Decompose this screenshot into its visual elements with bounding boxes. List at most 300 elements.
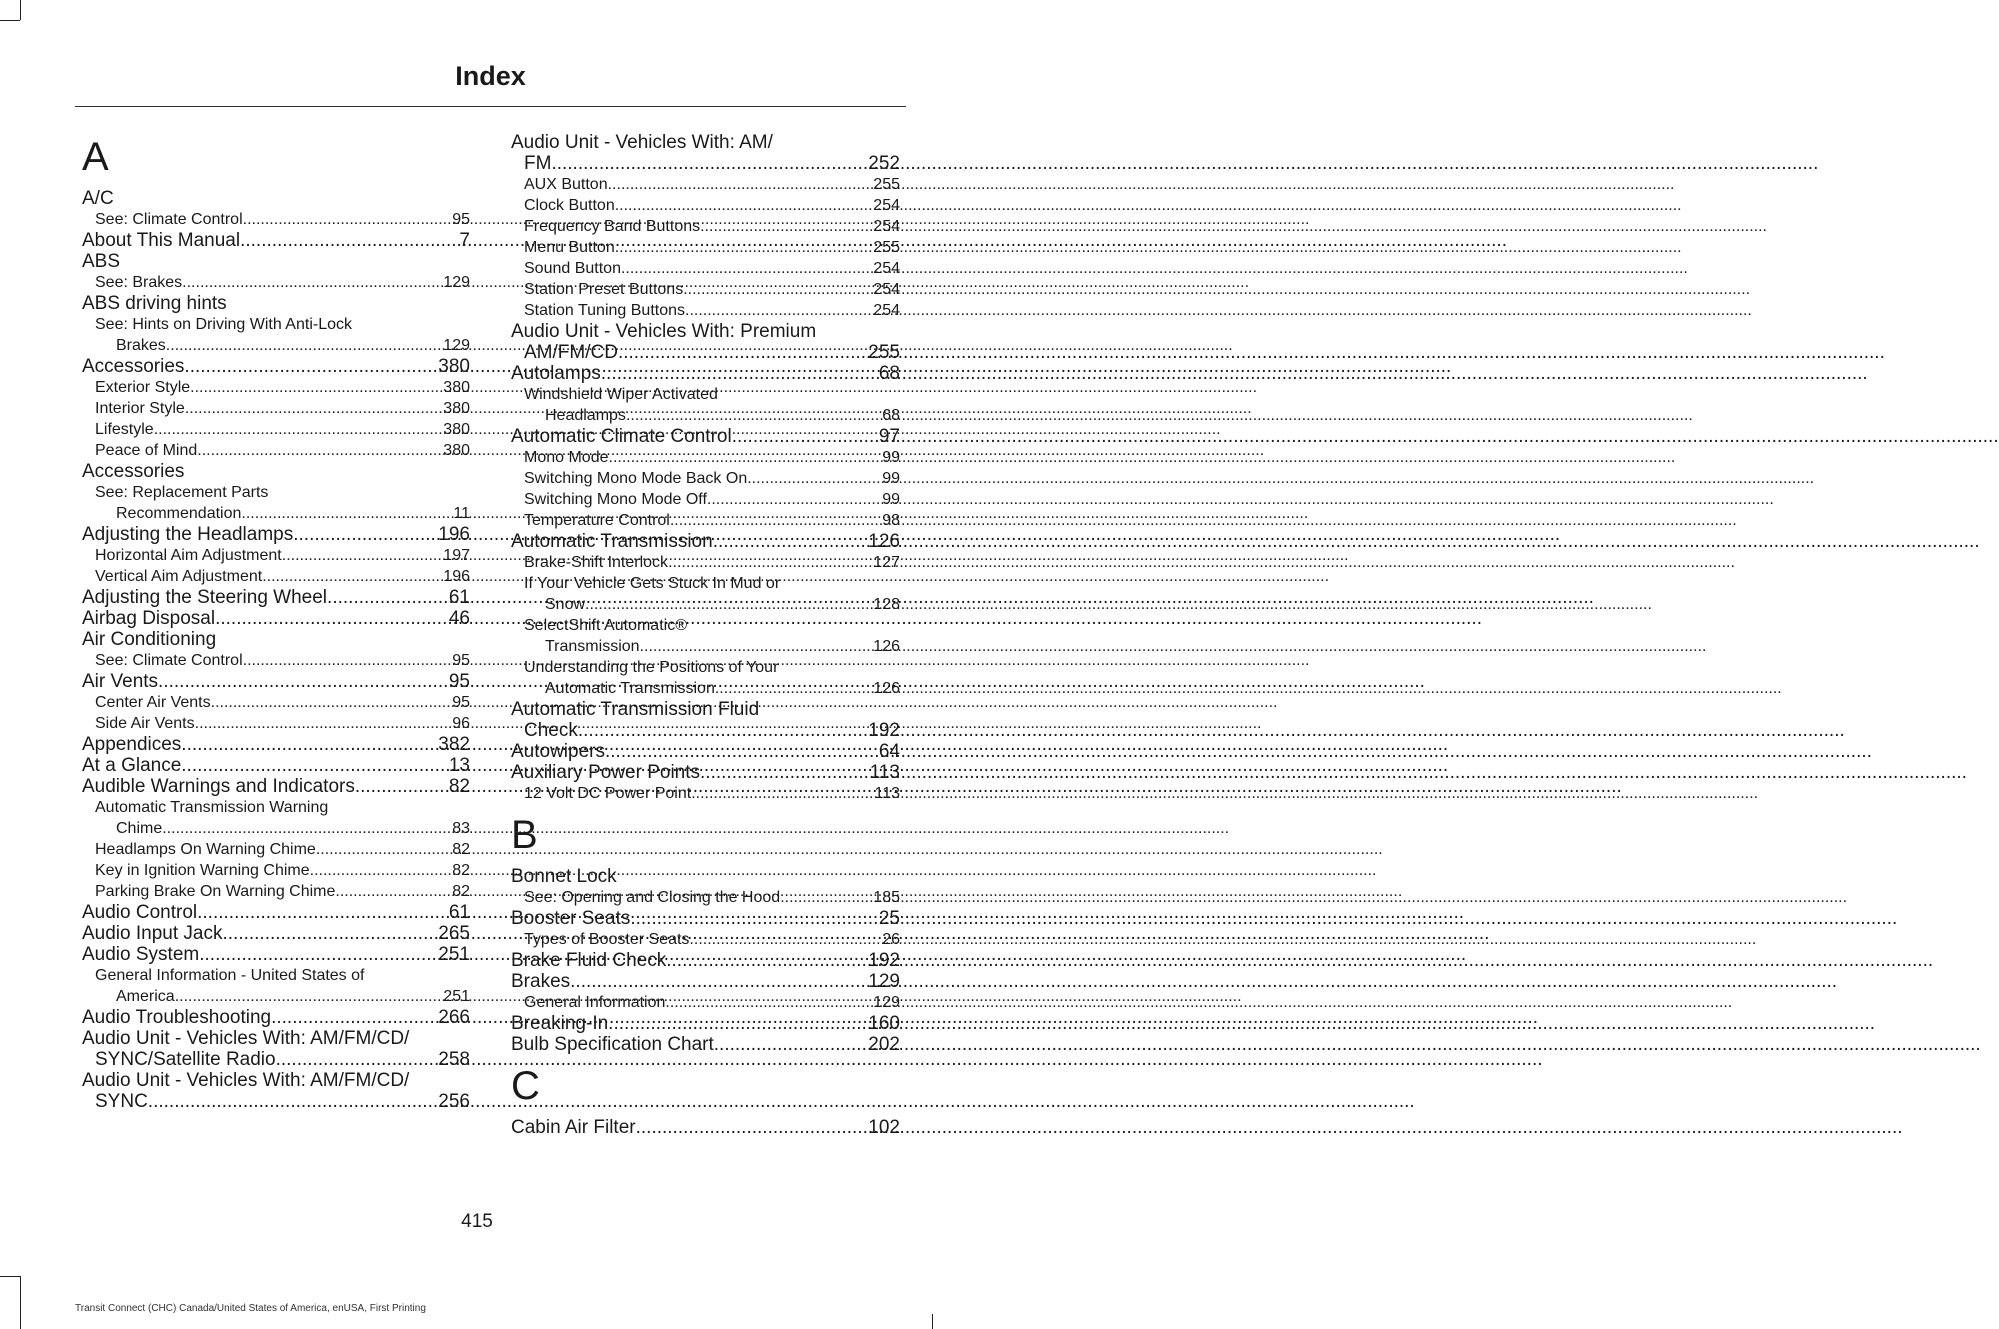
leader-dots (162, 818, 452, 839)
entry-label: About This Manual (82, 230, 241, 251)
page-reference: 82 (452, 841, 470, 858)
page-reference: 380 (443, 379, 470, 396)
page-reference: 196 (438, 524, 470, 545)
leader-dots (185, 398, 443, 419)
page-reference: 256 (438, 1091, 470, 1112)
index-subentry[interactable] (82, 377, 470, 398)
leader-dots (665, 992, 873, 1013)
index-heading: Bonnet Lock (511, 866, 617, 887)
leader-dots (199, 944, 438, 965)
leader-dots (608, 1013, 868, 1034)
page-reference: 380 (443, 400, 470, 417)
leader-dots (608, 174, 874, 195)
index-subentry[interactable] (511, 510, 900, 531)
index-heading: Audio Unit - Vehicles With: AM/FM/CD/ (82, 1028, 410, 1049)
index-subentry[interactable] (82, 503, 470, 524)
entry-label: Audible Warnings and Indicators (82, 776, 355, 797)
leader-dots (615, 195, 874, 216)
index-subheading: Automatic Transmission Warning (95, 799, 329, 816)
index-entry[interactable] (511, 762, 900, 783)
index-heading: Audio Unit - Vehicles With: AM/ (511, 132, 773, 153)
entry-label: AM/FM/CD (524, 342, 618, 363)
page-reference: 129 (873, 994, 900, 1011)
index-subheading: General Information - United States of (95, 967, 365, 984)
entry-label: Side Air Vents (95, 715, 195, 732)
index-entry[interactable] (511, 531, 900, 552)
page-reference: 95 (452, 694, 470, 711)
index-entry[interactable] (82, 587, 470, 608)
entry-label: Automatic Climate Control (511, 426, 732, 447)
entry-label: Interior Style (95, 400, 185, 417)
entry-label: See: Opening and Closing the Hood (524, 889, 781, 906)
index-heading: ABS driving hints (82, 293, 227, 314)
page-reference: 255 (868, 342, 900, 363)
page-reference: 380 (438, 356, 470, 377)
entry-label: Peace of Mind (95, 442, 198, 459)
page-reference: 95 (452, 211, 470, 228)
page-reference: 82 (452, 883, 470, 900)
index-subentry[interactable] (511, 887, 900, 908)
entry-label: Booster Seats (511, 908, 631, 929)
leader-dots (175, 986, 444, 1007)
index-subentry[interactable] (511, 237, 900, 258)
page-reference: 68 (878, 363, 900, 384)
page-reference: 255 (873, 239, 900, 256)
entry-label: Station Preset Buttons (524, 281, 684, 298)
section-letter: B (511, 813, 538, 857)
leader-dots (148, 1091, 439, 1112)
entry-label: Breaking-In (511, 1013, 609, 1034)
page-reference: 61 (448, 902, 470, 923)
page-reference: 11 (453, 505, 470, 522)
index-entry[interactable] (82, 923, 470, 944)
index-entry[interactable] (82, 755, 470, 776)
entry-label: FM (524, 153, 552, 174)
index-entry[interactable] (511, 741, 900, 762)
index-subentry[interactable] (511, 783, 900, 804)
entry-label: SYNC (95, 1091, 148, 1112)
index-entry[interactable] (511, 1013, 900, 1034)
leader-dots (190, 377, 443, 398)
leader-dots (668, 552, 873, 573)
leader-dots (615, 237, 874, 258)
page-reference: 82 (452, 862, 470, 879)
index-subentry[interactable] (511, 489, 900, 510)
entry-label: Brake-Shift Interlock (524, 554, 669, 571)
leader-dots (715, 678, 873, 699)
index-entry[interactable] (82, 230, 470, 251)
page-reference: 202 (868, 1034, 900, 1055)
index-entry[interactable] (511, 1117, 900, 1138)
index-entry[interactable] (82, 1007, 470, 1028)
index-subentry[interactable] (82, 440, 470, 461)
page-reference: 97 (878, 426, 900, 447)
index-subheading: SelectShift Automatic® (524, 617, 687, 634)
index-subentry[interactable] (511, 992, 900, 1013)
index-subentry[interactable] (511, 594, 900, 615)
index-entry[interactable] (511, 908, 900, 929)
page-reference: 258 (438, 1049, 470, 1070)
index-subentry[interactable] (82, 713, 470, 734)
leader-dots (181, 755, 449, 776)
index-subentry[interactable] (511, 174, 900, 195)
page-reference: 382 (438, 734, 470, 755)
entry-label: AUX Button (524, 176, 608, 193)
section-letter: A (82, 135, 109, 179)
entry-label: Transmission (545, 638, 640, 655)
index-subentry[interactable] (511, 195, 900, 216)
entry-label: Snow (545, 596, 586, 613)
leader-dots (601, 363, 879, 384)
entry-label: Chime (116, 820, 163, 837)
page-reference: 64 (878, 741, 900, 762)
index-subentry[interactable] (82, 692, 470, 713)
index-subentry[interactable] (82, 839, 470, 860)
leader-dots (585, 594, 873, 615)
leader-dots (578, 720, 868, 741)
entry-label: Lifestyle (95, 421, 154, 438)
index-subentry[interactable] (511, 300, 900, 321)
entry-label: Horizontal Aim Adjustment (95, 547, 282, 564)
index-subentry[interactable] (82, 398, 470, 419)
page-title: Index (455, 61, 526, 91)
index-entry[interactable] (82, 608, 470, 629)
leader-dots (262, 566, 443, 587)
index-entry[interactable] (82, 524, 470, 545)
index-entry[interactable] (82, 734, 470, 755)
entry-label: Accessories (82, 356, 185, 377)
page-reference: 255 (873, 176, 900, 193)
leader-dots (683, 279, 873, 300)
index-subentry[interactable] (511, 447, 900, 468)
page-reference: 126 (873, 638, 900, 655)
entry-label: Key in Ignition Warning Chime (95, 862, 310, 879)
entry-label: Brake Fluid Check (511, 950, 667, 971)
entry-label: Headlamps On Warning Chime (95, 841, 316, 858)
index-entry[interactable] (82, 671, 470, 692)
index-entry[interactable] (511, 426, 900, 447)
page-reference: 129 (443, 274, 470, 291)
index-heading: Audio Unit - Vehicles With: AM/FM/CD/ (82, 1070, 410, 1091)
entry-label: Mono Mode (524, 449, 609, 466)
page-reference: 266 (438, 1007, 470, 1028)
leader-dots (240, 230, 459, 251)
page-reference: 102 (868, 1117, 900, 1138)
entry-label: Types of Booster Seats (524, 931, 690, 948)
page-reference: 25 (878, 908, 900, 929)
entry-label: Audio Input Jack (82, 923, 223, 944)
index-subentry[interactable] (511, 678, 900, 699)
page-reference: 129 (443, 337, 470, 354)
leader-dots (243, 209, 453, 230)
entry-label: Audio Troubleshooting (82, 1007, 272, 1028)
page-reference: 254 (873, 218, 900, 235)
leader-dots (310, 860, 453, 881)
index-subentry[interactable] (511, 258, 900, 279)
leader-dots (551, 153, 868, 174)
leader-dots (327, 587, 449, 608)
index-entry[interactable] (82, 1091, 470, 1112)
leader-dots (670, 510, 882, 531)
crop-mark (0, 20, 20, 21)
entry-label: General Information (524, 994, 666, 1011)
entry-label: See: Brakes (95, 274, 183, 291)
entry-label: Parking Brake On Warning Chime (95, 883, 336, 900)
page-reference: 99 (882, 491, 900, 508)
entry-label: Cabin Air Filter (511, 1117, 636, 1138)
leader-dots (626, 405, 882, 426)
index-entry[interactable] (82, 902, 470, 923)
entry-label: Auxiliary Power Points (511, 762, 701, 783)
page-reference: 126 (873, 680, 900, 697)
page-reference: 98 (882, 512, 900, 529)
page-reference: 46 (448, 608, 470, 629)
leader-dots (630, 908, 879, 929)
index-subentry[interactable] (82, 881, 470, 902)
leader-dots (241, 503, 453, 524)
index-subentry[interactable] (82, 545, 470, 566)
index-subentry[interactable] (82, 419, 470, 440)
leader-dots (609, 447, 883, 468)
entry-label: Air Vents (82, 671, 159, 692)
leader-dots (570, 971, 868, 992)
page-reference: 254 (873, 197, 900, 214)
leader-dots (222, 923, 438, 944)
page-reference: 192 (868, 950, 900, 971)
index-entry[interactable] (511, 342, 900, 363)
index-subentry[interactable] (82, 209, 470, 230)
entry-label: Audio System (82, 944, 200, 965)
page-reference: 13 (448, 755, 470, 776)
page-reference: 127 (873, 554, 900, 571)
entry-label: Frequency Band Buttons (524, 218, 701, 235)
index-subentry[interactable] (82, 986, 470, 1007)
leader-dots (621, 258, 873, 279)
entry-label: Autowipers (511, 741, 605, 762)
page-reference: 82 (448, 776, 470, 797)
entry-label: Adjusting the Headlamps (82, 524, 294, 545)
entry-label: Autolamps (511, 363, 601, 384)
leader-dots (316, 839, 452, 860)
index-subentry[interactable] (511, 929, 900, 950)
index-subentry[interactable] (82, 335, 470, 356)
leader-dots (713, 531, 869, 552)
leader-dots (215, 608, 449, 629)
page-reference: 254 (873, 302, 900, 319)
leader-dots (666, 950, 868, 971)
page-reference: 96 (452, 715, 470, 732)
page-reference: 380 (443, 421, 470, 438)
page-reference: 113 (874, 785, 900, 802)
index-subentry[interactable] (82, 818, 470, 839)
entry-label: Brakes (511, 971, 571, 992)
index-entry[interactable] (511, 1034, 900, 1055)
page-reference: 265 (438, 923, 470, 944)
leader-dots (714, 1034, 869, 1055)
index-entry[interactable] (82, 944, 470, 965)
leader-dots (154, 419, 444, 440)
crop-mark (0, 1276, 20, 1277)
leader-dots (184, 356, 438, 377)
index-entry[interactable] (82, 1049, 470, 1070)
leader-dots (636, 1117, 869, 1138)
entry-label: Recommendation (116, 505, 242, 522)
entry-label: 12 Volt DC Power Point (524, 785, 692, 802)
page-reference: 380 (443, 442, 470, 459)
page-reference: 197 (443, 547, 470, 564)
entry-label: Temperature Control (524, 512, 670, 529)
page-reference: 113 (869, 762, 900, 783)
leader-dots (195, 713, 453, 734)
entry-label: Switching Mono Mode Back On (524, 470, 748, 487)
leader-dots (197, 902, 449, 923)
leader-dots (271, 1007, 438, 1028)
index-list (511, 132, 900, 1138)
leader-dots (707, 489, 882, 510)
index-entry[interactable] (511, 971, 900, 992)
leader-dots (197, 440, 443, 461)
entry-label: Headlamps (545, 407, 626, 424)
page-reference: 95 (448, 671, 470, 692)
index-subentry[interactable] (82, 566, 470, 587)
index-subentry[interactable] (511, 216, 900, 237)
leader-dots (700, 762, 870, 783)
entry-label: Bulb Specification Chart (511, 1034, 714, 1055)
index-subheading: See: Replacement Parts (95, 484, 269, 501)
index-heading: A/C (82, 188, 114, 209)
leader-dots (166, 335, 444, 356)
index-subentry[interactable] (511, 636, 900, 657)
entry-label: SYNC/Satellite Radio (95, 1049, 276, 1070)
page-reference: 196 (443, 568, 470, 585)
index-entry[interactable] (511, 720, 900, 741)
section-letter: C (511, 1064, 540, 1108)
page-reference: 99 (882, 449, 900, 466)
entry-label: Exterior Style (95, 379, 191, 396)
leader-dots (293, 524, 438, 545)
leader-dots (732, 426, 879, 447)
page-reference: 126 (868, 531, 900, 552)
page-reference: 251 (443, 988, 470, 1005)
crop-mark (20, 0, 21, 20)
leader-dots (618, 342, 868, 363)
entry-label: See: Climate Control (95, 211, 243, 228)
index-column-left (82, 132, 470, 1112)
index-entry[interactable] (511, 950, 900, 971)
leader-dots (182, 272, 443, 293)
page-reference: 26 (882, 931, 900, 948)
index-entry[interactable] (82, 356, 470, 377)
page-reference: 7 (459, 230, 470, 251)
entry-label: Brakes (116, 337, 166, 354)
index-subentry[interactable] (511, 405, 900, 426)
index-entry[interactable] (82, 776, 470, 797)
page-reference: 95 (452, 652, 470, 669)
page-reference: 61 (448, 587, 470, 608)
page-reference: 99 (882, 470, 900, 487)
leader-dots (355, 776, 449, 797)
leader-dots (689, 929, 882, 950)
entry-label: Station Tuning Buttons (524, 302, 685, 319)
leader-dots (640, 636, 874, 657)
page-reference: 129 (868, 971, 900, 992)
page-reference: 192 (868, 720, 900, 741)
index-subentry[interactable] (511, 279, 900, 300)
entry-label: Adjusting the Steering Wheel (82, 587, 328, 608)
leader-dots (282, 545, 444, 566)
page-reference: 252 (868, 153, 900, 174)
index-subentry[interactable] (511, 552, 900, 573)
entry-label: Automatic Transmission (545, 680, 715, 697)
page-number: 415 (461, 1211, 493, 1232)
entry-label: Center Air Vents (95, 694, 211, 711)
entry-label: See: Climate Control (95, 652, 243, 669)
entry-label: Appendices (82, 734, 182, 755)
leader-dots (700, 216, 873, 237)
leader-dots (243, 650, 453, 671)
crop-mark (932, 1314, 933, 1329)
leader-dots (158, 671, 449, 692)
index-subheading: Understanding the Positions of Your (524, 659, 779, 676)
entry-label: Sound Button (524, 260, 621, 277)
index-subentry[interactable] (82, 650, 470, 671)
index-subentry[interactable] (82, 272, 470, 293)
index-subentry[interactable] (511, 468, 900, 489)
page-reference: 251 (438, 944, 470, 965)
page-reference: 254 (873, 260, 900, 277)
index-heading: Audio Unit - Vehicles With: Premium (511, 321, 817, 342)
index-entry[interactable] (511, 153, 900, 174)
title-divider (75, 106, 906, 107)
index-heading: Air Conditioning (82, 629, 217, 650)
entry-label: Automatic Transmission (511, 531, 713, 552)
entry-label: Check (524, 720, 578, 741)
entry-label: Airbag Disposal (82, 608, 216, 629)
leader-dots (605, 741, 879, 762)
leader-dots (276, 1049, 439, 1070)
leader-dots (780, 887, 873, 908)
leader-dots (335, 881, 452, 902)
entry-label: Clock Button (524, 197, 615, 214)
index-subheading: Windshield Wiper Activated (524, 386, 718, 403)
index-subheading: See: Hints on Driving With Anti-Lock (95, 316, 352, 333)
page-reference: 128 (873, 596, 900, 613)
index-subheading: If Your Vehicle Gets Stuck In Mud or (524, 575, 781, 592)
index-subentry[interactable] (82, 860, 470, 881)
leader-dots (691, 783, 874, 804)
leader-dots (211, 692, 453, 713)
leader-dots (685, 300, 873, 321)
index-column-right (511, 132, 900, 1138)
entry-label: At a Glance (82, 755, 182, 776)
entry-label: America (116, 988, 175, 1005)
index-heading: ABS (82, 251, 121, 272)
footer-printing-info: Transit Connect (CHC) Canada/United States of America, enUSA, First Printing (75, 1303, 426, 1314)
entry-label: Menu Button (524, 239, 615, 256)
page-reference: 68 (882, 407, 900, 424)
entry-label: Audio Control (82, 902, 198, 923)
leader-dots (181, 734, 438, 755)
index-heading: Automatic Transmission Fluid (511, 699, 760, 720)
leader-dots (747, 468, 882, 489)
page-reference: 83 (452, 820, 470, 837)
crop-mark (20, 1276, 21, 1329)
entry-label: Switching Mono Mode Off (524, 491, 707, 508)
page-reference: 254 (873, 281, 900, 298)
index-entry[interactable] (511, 363, 900, 384)
index-list (82, 188, 470, 1112)
entry-label: Vertical Aim Adjustment (95, 568, 263, 585)
